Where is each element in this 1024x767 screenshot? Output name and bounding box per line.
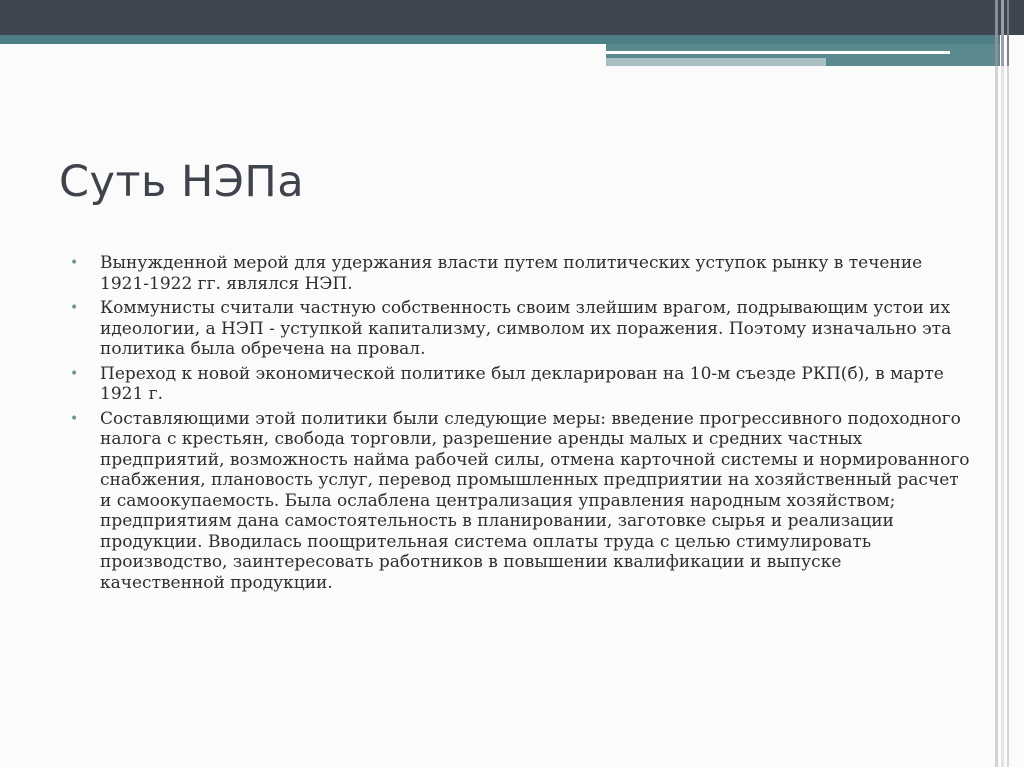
bullet-list xyxy=(70,253,970,597)
list-item xyxy=(70,409,970,594)
list-item-text: Составляющими этой политики были следующие меры: введение прогрессивного подоходного налога с крестьян, свобода торговли, разрешение аренды малых и средних частных предприятий, возможность найма рабочей силы, отмена карточной системы и нормированного снабжения, плановость услуг, перевод промышленных предприятии на хозяйственный расчет и самоокупаемость. Была ослаблена централизация управления народным хозяйством; предприятиям дана самостоятельность в планировании, заготовке сырья и реализации продукции. Вводилась поощрительная система оплаты труда с целью стимулировать производство, заинтересовать работников в повышении квалификации и выпуске качественной продукции. xyxy=(100,408,970,593)
header-band-line xyxy=(606,51,950,54)
side-stripe-top xyxy=(995,0,998,66)
side-stripe xyxy=(1007,0,1009,767)
list-item xyxy=(70,253,970,294)
bullet-icon: • xyxy=(70,410,79,427)
side-stripe xyxy=(1001,0,1004,767)
list-item xyxy=(70,364,970,405)
slide-title: Суть НЭПа xyxy=(59,157,305,207)
side-stripe-top xyxy=(1007,0,1009,66)
list-item-text: Коммунисты считали частную собственность своим злейшим врагом, подрывающим устои их идеологии, а НЭП - уступкой капитализму, символом их поражения. Поэтому изначально эта политика была обречена на провал. xyxy=(100,298,952,359)
list-item xyxy=(70,298,970,360)
bullet-icon: • xyxy=(70,300,79,316)
side-stripe xyxy=(995,0,998,767)
header-band-light xyxy=(606,58,826,66)
side-stripe-top xyxy=(1001,0,1004,66)
list-item-text: Вынужденной мерой для удержания власти путем политических уступок рынку в течение 1921-1922 гг. являлся НЭП. xyxy=(100,253,923,294)
list-item-text: Переход к новой экономической политике был декларирован на 10-м съезде РКП(б), в марте 1921 г. xyxy=(100,363,944,404)
bullet-icon: • xyxy=(70,255,79,271)
header-band-dark xyxy=(0,0,1024,35)
header-band-teal xyxy=(0,35,1000,44)
bullet-icon: • xyxy=(70,365,79,382)
